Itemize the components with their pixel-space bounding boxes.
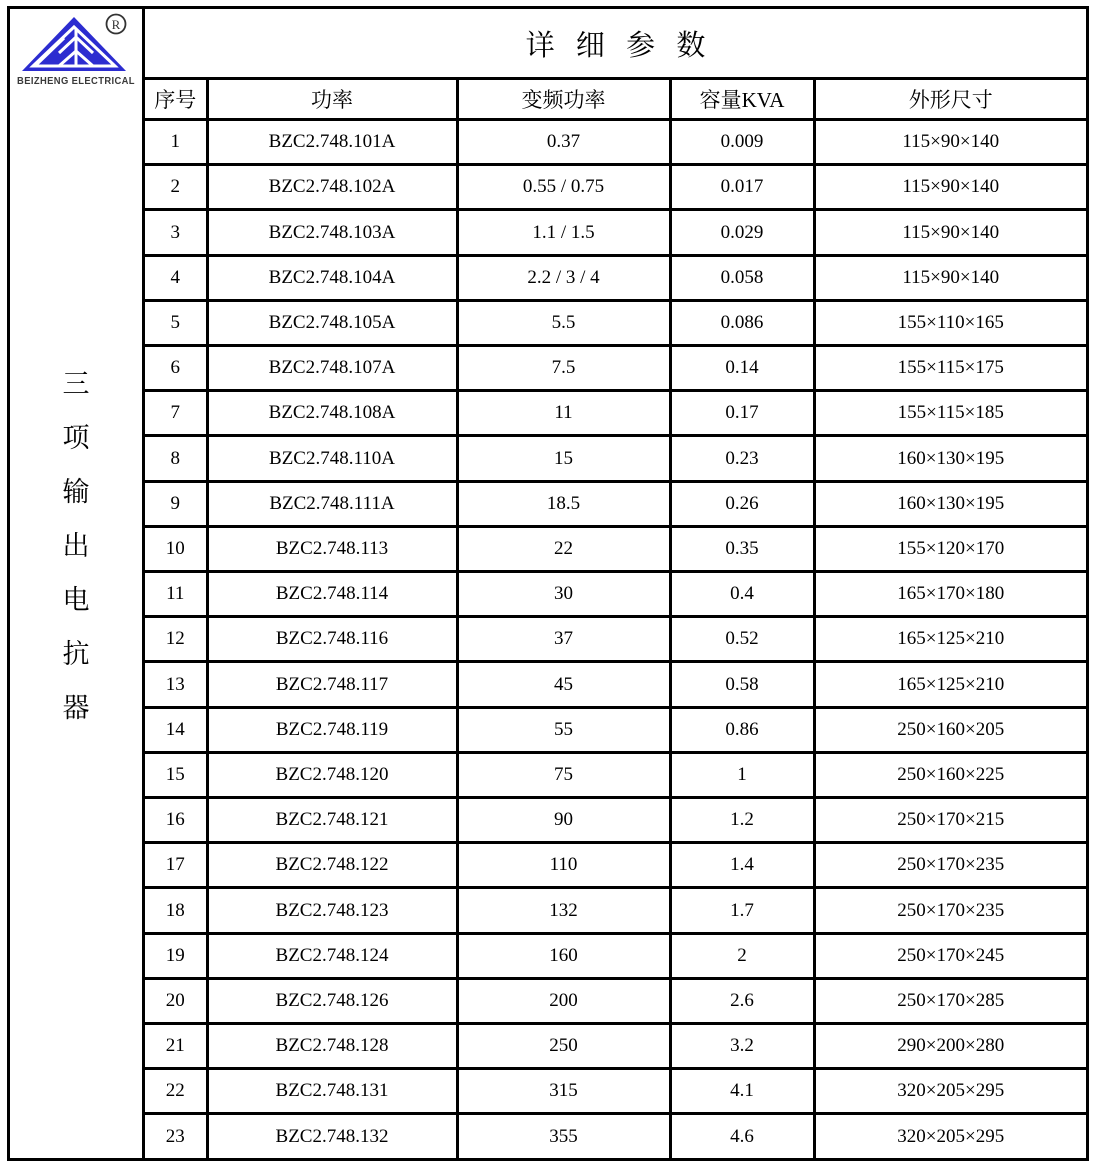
table-cell: 1: [670, 752, 814, 797]
table-cell: 15: [145, 752, 207, 797]
table-cell: BZC2.748.124: [207, 933, 457, 978]
table-cell: BZC2.748.116: [207, 617, 457, 662]
table-row: [145, 165, 1086, 210]
table-cell: BZC2.748.114: [207, 572, 457, 617]
table-cell: 8: [145, 436, 207, 481]
table-cell: 250×170×235: [814, 888, 1086, 933]
table-cell: 2: [145, 165, 207, 210]
table-cell: 10: [145, 526, 207, 571]
table-cell: 13: [145, 662, 207, 707]
table-cell: 320×205×295: [814, 1114, 1086, 1158]
table-cell: BZC2.748.119: [207, 707, 457, 752]
table-cell: 250×160×225: [814, 752, 1086, 797]
spec-table: [145, 80, 1086, 1158]
table-cell: 1.4: [670, 843, 814, 888]
header-row: [145, 80, 1086, 120]
table-cell: BZC2.748.107A: [207, 346, 457, 391]
table-cell: 0.14: [670, 346, 814, 391]
table-row: [145, 933, 1086, 978]
table-cell: 160×130×195: [814, 436, 1086, 481]
table-cell: 7.5: [457, 346, 670, 391]
vertical-char: 抗: [62, 639, 90, 669]
table-cell: 55: [457, 707, 670, 752]
table-cell: 5: [145, 300, 207, 345]
table-cell: 21: [145, 1024, 207, 1069]
table-row: [145, 707, 1086, 752]
column-header: 变频功率: [457, 80, 670, 120]
table-row: [145, 617, 1086, 662]
table-cell: 155×110×165: [814, 300, 1086, 345]
table-cell: 0.017: [670, 165, 814, 210]
table-row: [145, 1069, 1086, 1114]
table-cell: 0.35: [670, 526, 814, 571]
table-title: 详 细 参 数: [145, 9, 1086, 80]
table-cell: 115×90×140: [814, 165, 1086, 210]
table-cell: 250×170×235: [814, 843, 1086, 888]
table-cell: 90: [457, 798, 670, 843]
table-cell: BZC2.748.108A: [207, 391, 457, 436]
table-cell: 9: [145, 481, 207, 526]
table-cell: 5.5: [457, 300, 670, 345]
table-cell: 250×170×215: [814, 798, 1086, 843]
table-cell: BZC2.748.123: [207, 888, 457, 933]
logo: [10, 11, 142, 87]
table-cell: 0.086: [670, 300, 814, 345]
table-cell: 165×170×180: [814, 572, 1086, 617]
table-cell: 14: [145, 707, 207, 752]
table-row: [145, 436, 1086, 481]
table-row: [145, 843, 1086, 888]
table-cell: 2.6: [670, 978, 814, 1023]
table-cell: 250×170×245: [814, 933, 1086, 978]
sidebar: [10, 9, 145, 1158]
table-cell: 15: [457, 436, 670, 481]
table-cell: 18: [145, 888, 207, 933]
table-cell: 22: [145, 1069, 207, 1114]
table-row: [145, 752, 1086, 797]
table-row: [145, 798, 1086, 843]
table-row: [145, 978, 1086, 1023]
table-cell: 115×90×140: [814, 210, 1086, 255]
table-cell: 6: [145, 346, 207, 391]
table-cell: 0.058: [670, 255, 814, 300]
table-cell: BZC2.748.105A: [207, 300, 457, 345]
table-cell: 0.029: [670, 210, 814, 255]
table-cell: 315: [457, 1069, 670, 1114]
table-row: [145, 300, 1086, 345]
table-cell: 110: [457, 843, 670, 888]
table-cell: 7: [145, 391, 207, 436]
table-cell: 155×115×175: [814, 346, 1086, 391]
table-row: [145, 391, 1086, 436]
table-cell: BZC2.748.120: [207, 752, 457, 797]
table-row: [145, 255, 1086, 300]
vertical-char: 出: [62, 531, 90, 561]
table-row: [145, 888, 1086, 933]
table-cell: BZC2.748.104A: [207, 255, 457, 300]
table-cell: 0.009: [670, 120, 814, 165]
table-cell: 11: [145, 572, 207, 617]
table-cell: 4.1: [670, 1069, 814, 1114]
table-cell: 0.37: [457, 120, 670, 165]
table-cell: 19: [145, 933, 207, 978]
table-cell: 290×200×280: [814, 1024, 1086, 1069]
table-row: [145, 1114, 1086, 1158]
column-header: 外形尺寸: [814, 80, 1086, 120]
table-cell: 3.2: [670, 1024, 814, 1069]
parameters-panel: [145, 9, 1086, 1158]
table-cell: 115×90×140: [814, 255, 1086, 300]
table-cell: BZC2.748.101A: [207, 120, 457, 165]
table-cell: 155×115×185: [814, 391, 1086, 436]
table-cell: 30: [457, 572, 670, 617]
table-row: [145, 210, 1086, 255]
table-cell: 165×125×210: [814, 617, 1086, 662]
spec-sheet: [7, 6, 1089, 1161]
table-cell: 160×130×195: [814, 481, 1086, 526]
brand-triangle-icon: [12, 11, 140, 77]
table-cell: BZC2.748.113: [207, 526, 457, 571]
table-cell: 355: [457, 1114, 670, 1158]
table-cell: BZC2.748.128: [207, 1024, 457, 1069]
table-cell: 0.58: [670, 662, 814, 707]
table-row: [145, 120, 1086, 165]
vertical-char: 器: [62, 693, 90, 723]
table-row: [145, 481, 1086, 526]
table-row: [145, 526, 1086, 571]
table-cell: 16: [145, 798, 207, 843]
table-cell: 2: [670, 933, 814, 978]
table-cell: BZC2.748.111A: [207, 481, 457, 526]
table-cell: BZC2.748.117: [207, 662, 457, 707]
table-cell: 0.55 / 0.75: [457, 165, 670, 210]
vertical-char: 项: [62, 423, 90, 453]
table-cell: 0.26: [670, 481, 814, 526]
table-cell: 75: [457, 752, 670, 797]
table-cell: 1.1 / 1.5: [457, 210, 670, 255]
vertical-char: 电: [62, 585, 90, 615]
table-cell: BZC2.748.102A: [207, 165, 457, 210]
vertical-char: 三: [62, 369, 90, 399]
table-cell: 0.17: [670, 391, 814, 436]
table-cell: 0.52: [670, 617, 814, 662]
table-cell: 250×170×285: [814, 978, 1086, 1023]
table-cell: 12: [145, 617, 207, 662]
table-cell: BZC2.748.110A: [207, 436, 457, 481]
table-cell: 165×125×210: [814, 662, 1086, 707]
table-cell: 3: [145, 210, 207, 255]
column-header: 序号: [145, 80, 207, 120]
table-cell: BZC2.748.103A: [207, 210, 457, 255]
table-cell: 20: [145, 978, 207, 1023]
column-header: 功率: [207, 80, 457, 120]
column-header: 容量KVA: [670, 80, 814, 120]
product-category-vertical-label: [10, 357, 142, 735]
table-cell: 23: [145, 1114, 207, 1158]
table-cell: BZC2.748.126: [207, 978, 457, 1023]
table-cell: 1.2: [670, 798, 814, 843]
table-row: [145, 572, 1086, 617]
table-cell: 22: [457, 526, 670, 571]
table-cell: 200: [457, 978, 670, 1023]
table-cell: BZC2.748.131: [207, 1069, 457, 1114]
table-cell: 1.7: [670, 888, 814, 933]
table-cell: 4: [145, 255, 207, 300]
table-cell: BZC2.748.122: [207, 843, 457, 888]
svg-text:R: R: [111, 17, 121, 32]
table-cell: 17: [145, 843, 207, 888]
table-cell: 115×90×140: [814, 120, 1086, 165]
table-cell: 4.6: [670, 1114, 814, 1158]
table-cell: 0.23: [670, 436, 814, 481]
table-row: [145, 346, 1086, 391]
registered-mark-icon: [107, 15, 126, 34]
table-cell: 160: [457, 933, 670, 978]
table-row: [145, 1024, 1086, 1069]
table-cell: 155×120×170: [814, 526, 1086, 571]
brand-name: BEIZHENG ELECTRICAL: [17, 76, 135, 87]
table-cell: 0.86: [670, 707, 814, 752]
table-cell: 37: [457, 617, 670, 662]
table-cell: 45: [457, 662, 670, 707]
table-cell: 250×160×205: [814, 707, 1086, 752]
table-row: [145, 662, 1086, 707]
vertical-char: 输: [62, 477, 90, 507]
table-cell: BZC2.748.121: [207, 798, 457, 843]
table-cell: 11: [457, 391, 670, 436]
table-cell: 0.4: [670, 572, 814, 617]
table-cell: BZC2.748.132: [207, 1114, 457, 1158]
table-cell: 132: [457, 888, 670, 933]
table-cell: 1: [145, 120, 207, 165]
table-cell: 18.5: [457, 481, 670, 526]
table-cell: 2.2 / 3 / 4: [457, 255, 670, 300]
table-cell: 320×205×295: [814, 1069, 1086, 1114]
table-cell: 250: [457, 1024, 670, 1069]
